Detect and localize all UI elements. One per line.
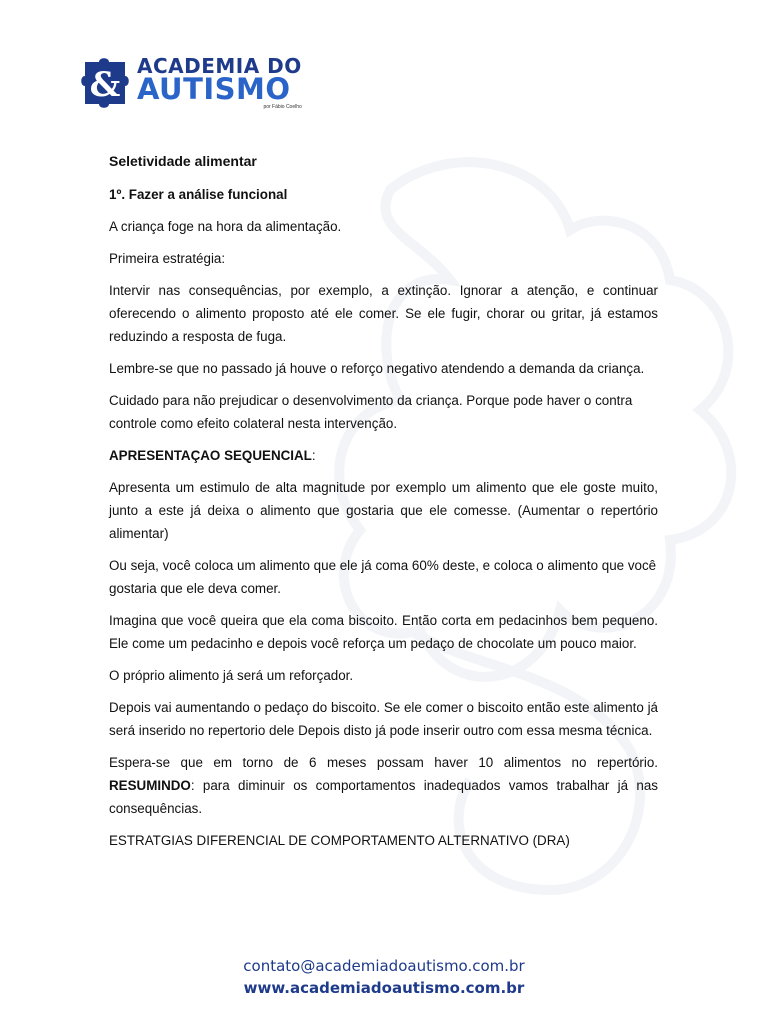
logo-tagline: por Fábio Coelho bbox=[263, 104, 302, 110]
paragraph-10: Depois vai aumentando o pedaço do biscoito. Se ele comer o biscoito então este alimento já será inserido no repertorio dele Depois disto já pode inserir outro com essa mesma técnica. bbox=[109, 700, 658, 738]
paragraph-1: A criança foge na hora da alimentação. bbox=[109, 219, 342, 234]
paragraph-9: O próprio alimento já será um reforçador. bbox=[109, 668, 354, 683]
section-subtitle: 1º. Fazer a análise funcional bbox=[109, 187, 288, 202]
paragraph-7: Ou seja, você coloca um alimento que ele já coma 60% deste, e coloca o alimento que você gostaria que ele deva comer. bbox=[109, 558, 657, 596]
paragraph-11-end: : para diminuir os comportamentos inadequados vamos trabalhar já nas consequências. bbox=[109, 778, 658, 816]
paragraph-3: Intervir nas consequências, por exemplo, a extinção. Ignorar a atenção, e continuar oferecendo o alimento proposto até ele comer. Se ele fugir, chorar ou gritar, já estamos reduzindo a resposta de fuga. bbox=[109, 283, 658, 344]
document-title: Seletividade alimentar bbox=[109, 153, 257, 169]
paragraph-8: Imagina que você queira que ela coma biscoito. Então corta em pedacinhos bem pequeno. Ele come um pedacinho e depois você reforça um pedaço de chocolate um pouco maior. bbox=[109, 613, 658, 651]
footer bbox=[0, 955, 768, 999]
svg-text:&: & bbox=[89, 65, 121, 105]
paragraph-4: Lembre-se que no passado já houve o reforço negativo atendendo a demanda da criança. bbox=[109, 361, 645, 376]
paragraph-6: Apresenta um estimulo de alta magnitude por exemplo um alimento que ele goste muito, junto a este já deixa o alimento que gostaria que ele comesse. (Aumentar o repertório alimentar) bbox=[109, 480, 658, 541]
section-heading-text: APRESENTAÇAO SEQUENCIAL bbox=[109, 448, 312, 463]
document-body bbox=[109, 150, 658, 861]
paragraph-12: ESTRATGIAS DIFERENCIAL DE COMPORTAMENTO ALTERNATIVO (DRA) bbox=[109, 833, 570, 848]
paragraph-5: Cuidado para não prejudicar o desenvolvimento da criança. Porque pode haver o contra controle como efeito colateral nesta intervenção. bbox=[109, 393, 633, 431]
puzzle-ampersand-icon bbox=[79, 56, 131, 110]
footer-website[interactable]: www.academiadoautismo.com.br bbox=[243, 979, 525, 997]
logo-line1: ACADEMIA DO bbox=[137, 54, 302, 78]
footer-email[interactable]: contato@academiadoautismo.com.br bbox=[243, 957, 525, 975]
logo bbox=[79, 56, 302, 110]
section-heading bbox=[109, 444, 658, 467]
logo-line2: AUTISMO bbox=[137, 72, 291, 106]
paragraph-11-bold: RESUMINDO bbox=[109, 778, 191, 793]
paragraph-2: Primeira estratégia: bbox=[109, 251, 226, 266]
section-heading-colon: : bbox=[311, 448, 316, 463]
paragraph-11-start: Espera-se que em torno de 6 meses possam haver 10 alimentos no repertório. bbox=[109, 755, 658, 770]
paragraph-11 bbox=[109, 751, 658, 820]
